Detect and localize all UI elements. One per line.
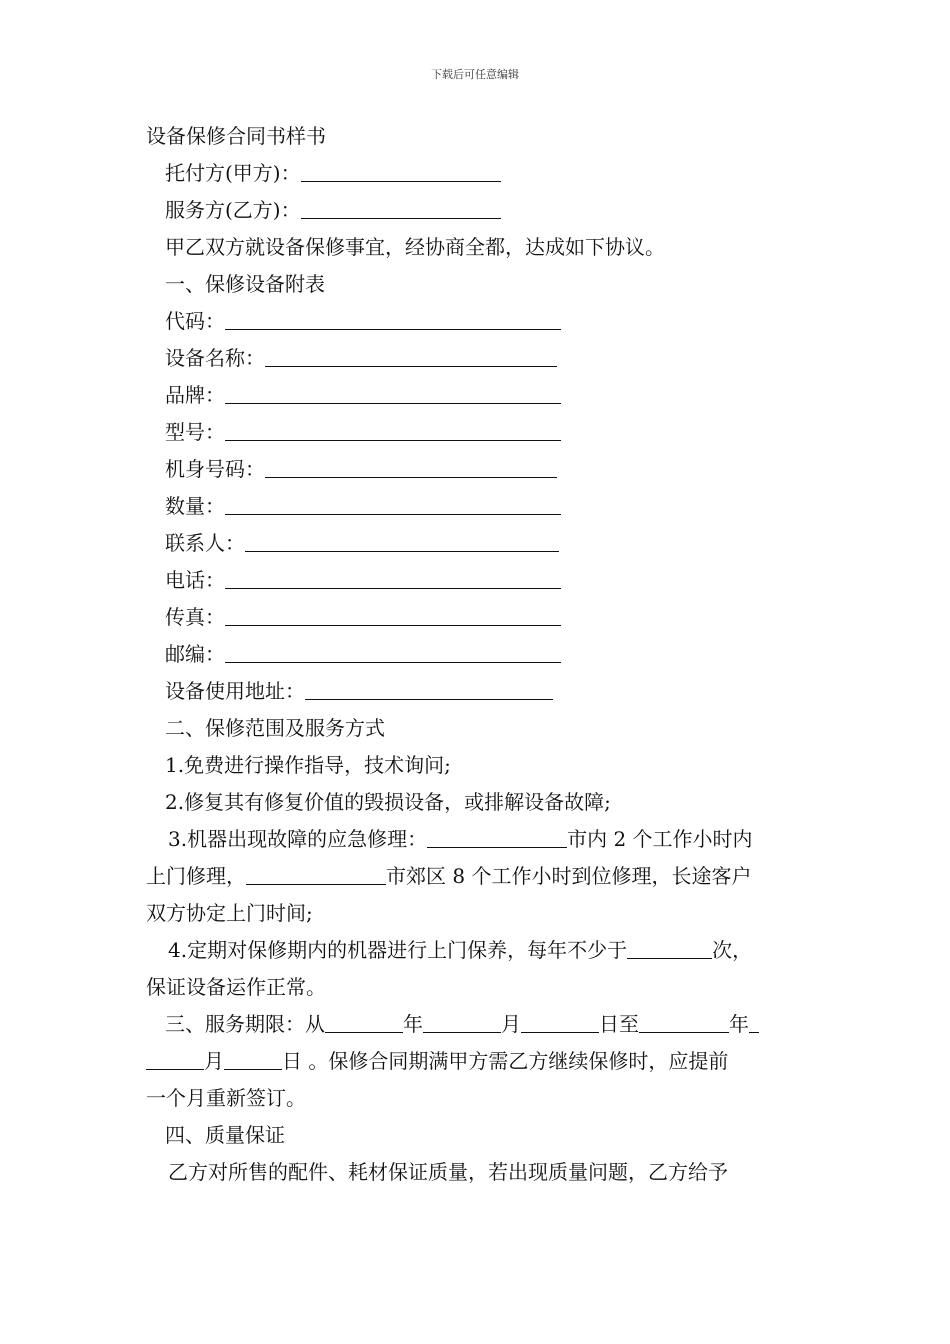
field-qty-blank bbox=[225, 492, 561, 515]
item-4-blank bbox=[627, 936, 712, 959]
field-address bbox=[146, 673, 816, 710]
section3-blank-year2 bbox=[639, 1010, 729, 1033]
item-3-text-d: 市郊区 8 个工作小时到位修理，长途客户 bbox=[386, 864, 752, 888]
section3-line1 bbox=[146, 1006, 816, 1043]
party-b-blank bbox=[301, 196, 501, 219]
field-brand bbox=[146, 377, 816, 414]
party-a-line bbox=[146, 155, 816, 192]
field-model-blank bbox=[225, 418, 561, 441]
item-3-line3: 双方协定上门时间; bbox=[146, 901, 313, 925]
item-4-line2: 保证设备运作正常。 bbox=[146, 975, 326, 999]
field-phone-label: 电话： bbox=[165, 568, 225, 592]
field-name-blank bbox=[265, 344, 557, 367]
section3-label: 三、服务期限：从 bbox=[165, 1012, 325, 1036]
field-model bbox=[146, 414, 816, 451]
section3-blank-day bbox=[521, 1010, 599, 1033]
party-b-label: 服务方(乙方)： bbox=[165, 198, 301, 222]
field-code-label: 代码： bbox=[165, 309, 225, 333]
item-1: 1.免费进行操作指导，技术询问; bbox=[165, 753, 451, 777]
field-serial-label: 机身号码： bbox=[165, 457, 265, 481]
field-fax-blank bbox=[225, 603, 561, 626]
section3-line2 bbox=[146, 1043, 816, 1080]
section3-blank-month2 bbox=[146, 1047, 204, 1070]
field-brand-blank bbox=[225, 381, 561, 404]
field-brand-label: 品牌： bbox=[165, 383, 225, 407]
section1-heading: 一、保修设备附表 bbox=[165, 272, 325, 296]
field-name-label: 设备名称： bbox=[165, 346, 265, 370]
item-4-text-b: 次， bbox=[712, 938, 753, 962]
section3-day-to: 日至 bbox=[599, 1012, 639, 1036]
field-address-blank bbox=[305, 677, 553, 700]
section3-month: 月 bbox=[501, 1012, 521, 1036]
field-fax bbox=[146, 599, 816, 636]
field-code bbox=[146, 303, 816, 340]
page-header: 下载后可任意编辑 bbox=[431, 68, 519, 81]
item-2: 2.修复其有修复价值的毁损设备，或排解设备故障; bbox=[165, 790, 611, 814]
field-contact-blank bbox=[245, 529, 559, 552]
intro-text: 甲乙双方就设备保修事宜，经协商全都，达成如下协议。 bbox=[165, 235, 665, 259]
section3-blank-day2 bbox=[224, 1047, 282, 1070]
field-model-label: 型号： bbox=[165, 420, 225, 444]
party-b-line bbox=[146, 192, 816, 229]
field-serial bbox=[146, 451, 816, 488]
item-3-line1 bbox=[146, 821, 816, 858]
field-zip bbox=[146, 636, 816, 673]
field-phone-blank bbox=[225, 566, 561, 589]
item-3-blank-2 bbox=[246, 862, 386, 885]
item-3-text-c: 上门修理， bbox=[146, 864, 246, 888]
section4-text: 乙方对所售的配件、耗材保证质量，若出现质量问题，乙方给予 bbox=[168, 1160, 728, 1184]
section3-year2: 年 bbox=[729, 1012, 749, 1036]
section3-blank-month bbox=[423, 1010, 501, 1033]
item-3-text-a: 3.机器出现故障的应急修理： bbox=[168, 827, 428, 851]
field-fax-label: 传真： bbox=[165, 605, 225, 629]
field-serial-blank bbox=[265, 455, 557, 478]
party-a-label: 托付方(甲方)： bbox=[165, 161, 301, 185]
field-qty bbox=[146, 488, 816, 525]
field-zip-blank bbox=[225, 640, 561, 663]
field-name bbox=[146, 340, 816, 377]
item-4-text-a: 4.定期对保修期内的机器进行上门保养，每年不少于 bbox=[168, 938, 628, 962]
field-address-label: 设备使用地址： bbox=[165, 679, 305, 703]
section3-month2: 月 bbox=[204, 1049, 224, 1073]
section3-line3: 一个月重新签订。 bbox=[146, 1086, 306, 1110]
field-qty-label: 数量： bbox=[165, 494, 225, 518]
item-3-line2 bbox=[146, 858, 816, 895]
section3-year: 年 bbox=[403, 1012, 423, 1036]
item-3-text-b: 市内 2 个工作小时内 bbox=[567, 827, 753, 851]
section3-blank-year bbox=[325, 1010, 403, 1033]
section4-heading: 四、质量保证 bbox=[165, 1123, 285, 1147]
section2-heading: 二、保修范围及服务方式 bbox=[165, 716, 385, 740]
field-zip-label: 邮编： bbox=[165, 642, 225, 666]
item-4-line1 bbox=[146, 932, 816, 969]
field-contact-label: 联系人： bbox=[165, 531, 245, 555]
field-contact bbox=[146, 525, 816, 562]
item-3-blank-1 bbox=[427, 825, 567, 848]
section3-day2: 日 。保修合同期满甲方需乙方继续保修时，应提前 bbox=[282, 1049, 729, 1073]
document-body bbox=[146, 118, 816, 1191]
field-phone bbox=[146, 562, 816, 599]
section3-blank-tail bbox=[749, 1010, 759, 1033]
field-code-blank bbox=[225, 307, 561, 330]
document-title: 设备保修合同书样书 bbox=[146, 124, 326, 148]
party-a-blank bbox=[301, 159, 501, 182]
